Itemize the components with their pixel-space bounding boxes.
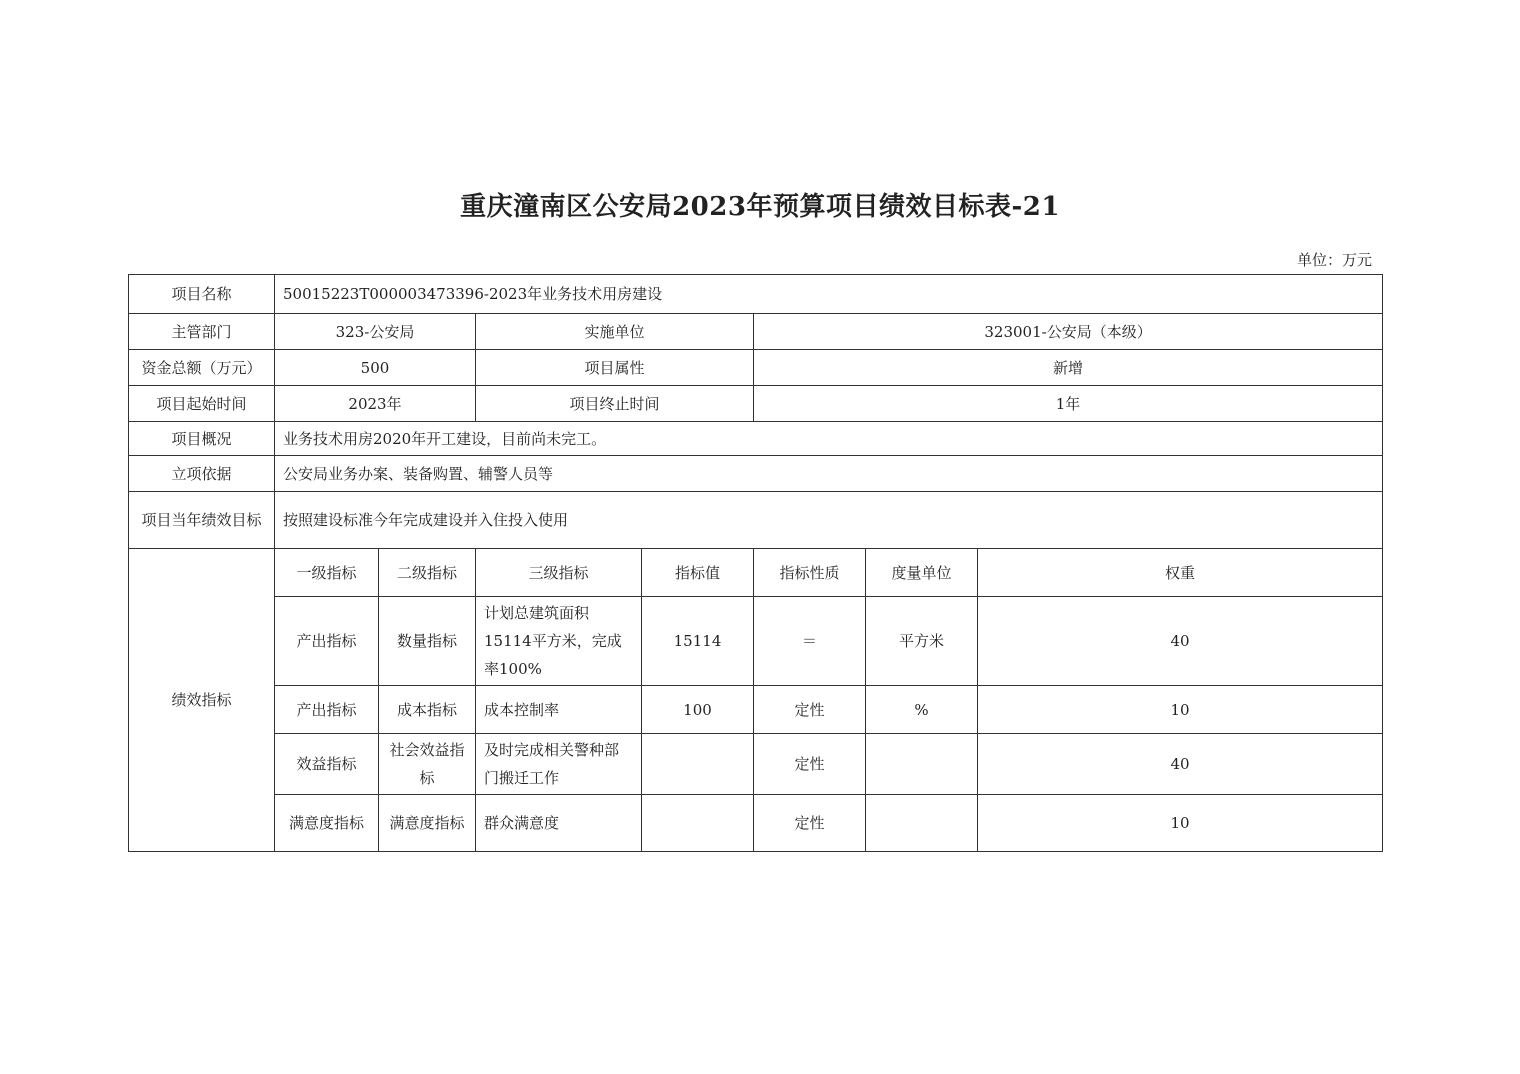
indicator-weight: 10 xyxy=(978,686,1383,734)
summary-row xyxy=(129,422,1383,456)
project-name-value: 50015223T000003473396-2023年业务技术用房建设 xyxy=(275,275,1383,314)
indicator-value xyxy=(642,734,754,795)
end-time-label: 项目终止时间 xyxy=(476,386,754,422)
indicator-level1: 效益指标 xyxy=(275,734,379,795)
indicators-section-label: 绩效指标 xyxy=(129,549,275,852)
indicator-nature: 定性 xyxy=(754,795,866,852)
project-attribute-value: 新增 xyxy=(754,350,1383,386)
header-nature: 指标性质 xyxy=(754,549,866,597)
indicator-row xyxy=(129,597,1383,686)
goal-row xyxy=(129,492,1383,549)
funds-value: 500 xyxy=(275,350,476,386)
project-attribute-label: 项目属性 xyxy=(476,350,754,386)
goal-label: 项目当年绩效目标 xyxy=(129,492,275,549)
performance-target-table xyxy=(128,274,1383,852)
funds-label: 资金总额（万元） xyxy=(129,350,275,386)
implementing-unit-value: 323001-公安局（本级） xyxy=(754,314,1383,350)
indicator-value: 15114 xyxy=(642,597,754,686)
start-time-value: 2023年 xyxy=(275,386,476,422)
indicator-nature: ＝ xyxy=(754,597,866,686)
indicator-weight: 40 xyxy=(978,597,1383,686)
header-weight: 权重 xyxy=(978,549,1383,597)
summary-label: 项目概况 xyxy=(129,422,275,456)
indicator-level3: 成本控制率 xyxy=(476,686,642,734)
start-time-label: 项目起始时间 xyxy=(129,386,275,422)
period-row xyxy=(129,386,1383,422)
indicator-level1: 产出指标 xyxy=(275,686,379,734)
indicator-weight: 40 xyxy=(978,734,1383,795)
header-level2: 二级指标 xyxy=(379,549,476,597)
basis-label: 立项依据 xyxy=(129,456,275,492)
indicator-unit: 平方米 xyxy=(866,597,978,686)
funds-row xyxy=(129,350,1383,386)
indicator-weight: 10 xyxy=(978,795,1383,852)
indicator-nature: 定性 xyxy=(754,734,866,795)
basis-value: 公安局业务办案、装备购置、辅警人员等 xyxy=(275,456,1383,492)
indicator-row xyxy=(129,795,1383,852)
end-time-value: 1年 xyxy=(754,386,1383,422)
indicator-unit: % xyxy=(866,686,978,734)
indicator-value: 100 xyxy=(642,686,754,734)
indicator-row xyxy=(129,734,1383,795)
indicator-level1: 满意度指标 xyxy=(275,795,379,852)
indicator-level2: 社会效益指标 xyxy=(379,734,476,795)
indicator-level2: 满意度指标 xyxy=(379,795,476,852)
document-title: 重庆潼南区公安局2023年预算项目绩效目标表-21 xyxy=(460,192,1060,222)
department-label: 主管部门 xyxy=(129,314,275,350)
header-level1: 一级指标 xyxy=(275,549,379,597)
indicator-level2: 数量指标 xyxy=(379,597,476,686)
department-row xyxy=(129,314,1383,350)
unit-label: 单位：万元 xyxy=(1296,251,1372,269)
indicator-level3: 计划总建筑面积15114平方米，完成率100% xyxy=(476,597,642,686)
indicator-level2: 成本指标 xyxy=(379,686,476,734)
indicator-level3: 群众满意度 xyxy=(476,795,642,852)
header-value: 指标值 xyxy=(642,549,754,597)
indicator-header-row xyxy=(129,549,1383,597)
header-unit: 度量单位 xyxy=(866,549,978,597)
project-name-row xyxy=(129,275,1383,314)
indicator-row xyxy=(129,686,1383,734)
summary-value: 业务技术用房2020年开工建设，目前尚未完工。 xyxy=(275,422,1383,456)
header-level3: 三级指标 xyxy=(476,549,642,597)
department-value: 323-公安局 xyxy=(275,314,476,350)
indicator-level1: 产出指标 xyxy=(275,597,379,686)
project-name-label: 项目名称 xyxy=(129,275,275,314)
indicator-unit xyxy=(866,795,978,852)
indicator-unit xyxy=(866,734,978,795)
implementing-unit-label: 实施单位 xyxy=(476,314,754,350)
basis-row xyxy=(129,456,1383,492)
indicator-value xyxy=(642,795,754,852)
goal-value: 按照建设标准今年完成建设并入住投入使用 xyxy=(275,492,1383,549)
indicator-nature: 定性 xyxy=(754,686,866,734)
indicator-level3: 及时完成相关警种部门搬迁工作 xyxy=(476,734,642,795)
